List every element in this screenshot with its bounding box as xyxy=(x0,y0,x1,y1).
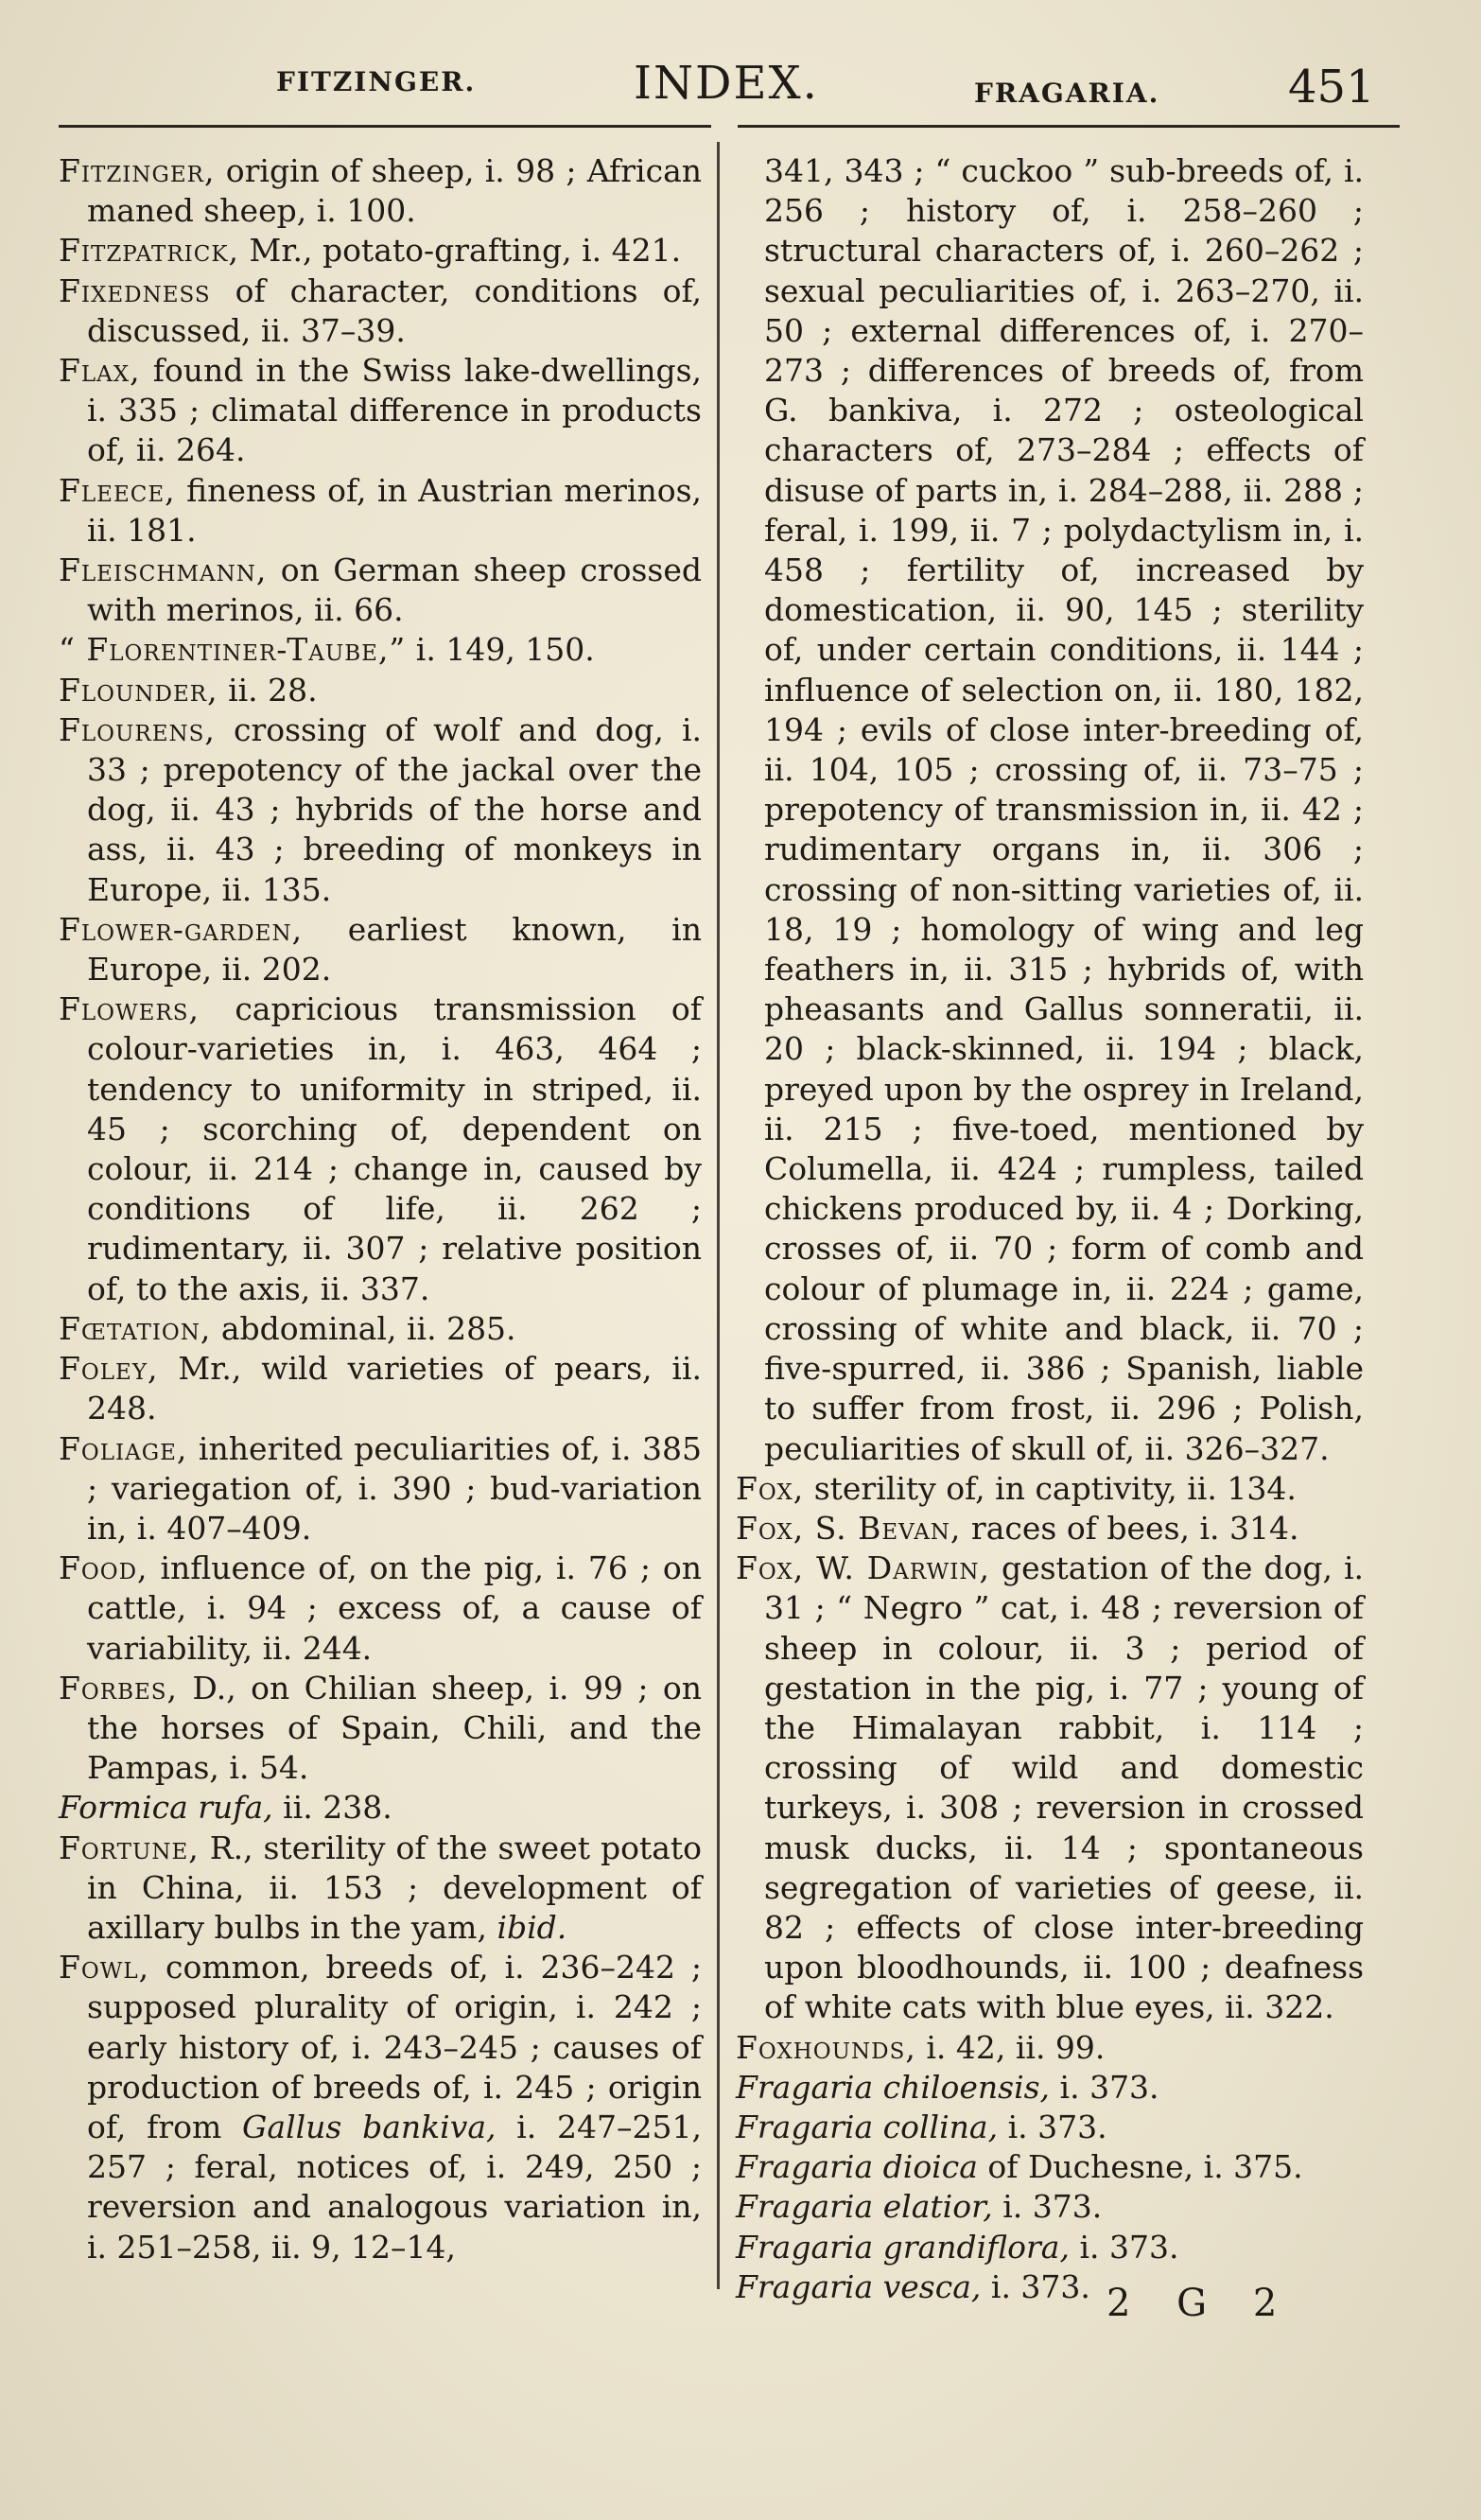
entry-heading: Fitzpatrick, xyxy=(59,232,240,270)
entry-italic-text: ibid. xyxy=(497,1908,567,1946)
entry-italic-text: Gallus bankiva, xyxy=(242,2108,497,2145)
header-left-word: FITZINGER. xyxy=(276,66,477,97)
entry-text: capricious transmission of colour-varieties in, i. 463, 464 ; tendency to uniformity in striped, ii. 45 ; scorching of, dependent on colour, ii. 214 ; change in, caused by conditions of life, ii. 262 ; rudimentary, ii. 307 ; relative position of, to the axis, ii. 337. xyxy=(87,990,702,1307)
index-entry xyxy=(59,351,702,471)
entry-heading: Fragaria vesca, xyxy=(736,2267,982,2305)
index-entry xyxy=(59,630,702,670)
index-entry xyxy=(59,231,702,271)
entry-heading: Fragaria collina, xyxy=(736,2108,999,2145)
entry-heading: “ Florentiner-Taube,” xyxy=(59,631,407,669)
entry-text: i. 149, 150. xyxy=(406,631,595,669)
entry-heading: Fowl, xyxy=(59,1949,150,1986)
continued-entry: 341, 343 ; “ cuckoo ” sub-breeds of, i. 256 ; history of, i. 258–260 ; structural characters of, i. 260–262 ; sexual peculiarities of, i. 263–270, ii. 50 ; external differences of, i. 270–273 ; differences of breeds of, from G. bankiva, i. 272 ; osteological characters of, 273–284 ; effects of disuse of parts in, i. 284–288, ii. 288 ; feral, i. 199, ii. 7 ; polydactylism in, i. 458 ; fertility of, increased by domestication, ii. 90, 145 ; sterility of, under certain conditions, ii. 144 ; influence of selection on, ii. 180, 182, 194 ; evils of close inter-breeding of, ii. 104, 105 ; crossing of, ii. 73–75 ; prepotency of transmission in, ii. 42 ; rudimentary organs in, ii. 306 ; crossing of non-sitting varieties of, ii. 18, 19 ; homology of wing and leg feathers in, ii. 315 ; hybrids of, with pheasants and Gallus sonneratii, ii. 20 ; black-skinned, ii. 194 ; black, preyed upon by the osprey in Ireland, ii. 215 ; five-toed, mentioned by Columella, ii. 424 ; rumpless, tailed chickens produced by, ii. 4 ; Dorking, crosses of, ii. 70 ; form of comb and colour of plumage in, ii. 224 ; game, crossing of white and black, ii. 70 ; five-spurred, ii. 386 ; Spanish, liable to suffer from frost, ii. 296 ; Polish, peculiarities of skull of, ii. 326–327. xyxy=(764,152,1364,1467)
entry-text: ii. 28. xyxy=(218,671,318,709)
index-entry xyxy=(59,671,702,710)
entry-heading: Foley, xyxy=(59,1350,159,1388)
entry-heading: Flowers, xyxy=(59,990,200,1028)
index-entry xyxy=(736,2228,1364,2267)
index-entry xyxy=(59,1948,702,2267)
entry-text: abdominal, ii. 285. xyxy=(211,1309,516,1347)
entry-heading: Fleischmann, xyxy=(59,551,268,589)
entry-text: i. 42, ii. 99. xyxy=(915,2028,1106,2066)
entry-text: sterility of, in captivity, ii. 134. xyxy=(804,1469,1297,1507)
entry-text: origin of sheep, i. 98 ; African maned sheep, i. 100. xyxy=(87,152,702,230)
left-column xyxy=(59,151,702,2267)
index-entry xyxy=(59,1309,702,1349)
entry-heading: Formica rufa, xyxy=(59,1789,273,1827)
index-entry xyxy=(59,989,702,1309)
index-entry xyxy=(59,271,702,351)
index-entry xyxy=(736,1549,1364,2027)
index-entry xyxy=(736,2068,1364,2108)
index-entry xyxy=(59,1429,702,1549)
entry-heading: Fixedness xyxy=(59,271,211,309)
index-entry xyxy=(736,2028,1364,2068)
index-entry xyxy=(59,1349,702,1428)
index-entry xyxy=(736,1469,1364,1509)
entry-text: ii. 238. xyxy=(272,1789,392,1827)
entry-heading: Fortune, xyxy=(59,1829,200,1866)
entry-heading: Food, xyxy=(59,1549,148,1587)
entry-heading: Fox, S. Bevan, xyxy=(736,1509,962,1547)
index-entry xyxy=(59,471,702,551)
right-column xyxy=(736,151,1364,2307)
page-number: 451 xyxy=(1288,61,1375,114)
signature-mark: 2 G 2 xyxy=(1106,2282,1295,2325)
header-rule-left xyxy=(59,125,711,128)
running-header xyxy=(0,57,1481,132)
entry-heading: Fox, W. Darwin, xyxy=(736,1549,990,1587)
entry-text: common, breeds of, i. 236–242 ; supposed plurality of origin, i. 242 ; early history of, i. 243–245 ; causes of production of breeds of, i. 245 ; origin of, from xyxy=(87,1949,702,2145)
entry-text: R., sterility of the sweet potato in China, ii. 153 ; development of axillary bulbs in the yam, xyxy=(87,1829,702,1946)
entry-text: inherited peculiarities of, i. 385 ; variegation of, i. 390 ; bud-variation in, i. 407–409. xyxy=(87,1429,702,1547)
entry-heading: Foliage, xyxy=(59,1429,188,1467)
entry-heading: Fragaria grandiflora, xyxy=(736,2228,1070,2266)
page-title: INDEX. xyxy=(634,57,819,110)
entry-text: of Duchesne, i. 375. xyxy=(977,2148,1303,2186)
entry-heading: Foxhounds, xyxy=(736,2028,916,2066)
entry-text: i. 373. xyxy=(1050,2068,1159,2106)
index-entry xyxy=(736,2147,1364,2187)
entry-heading: Fœtation, xyxy=(59,1309,212,1347)
index-entry xyxy=(59,1788,702,1828)
index-entry xyxy=(736,1509,1364,1549)
entry-text: Mr., potato-grafting, i. 421. xyxy=(239,232,682,270)
entry-text: i. 373. xyxy=(992,2188,1103,2226)
entry-heading: Flourens, xyxy=(59,710,216,748)
entry-heading: Fragaria chiloensis, xyxy=(736,2068,1051,2106)
entry-text: Mr., wild varieties of pears, ii. 248. xyxy=(87,1350,702,1427)
header-rule-right xyxy=(738,125,1400,128)
entry-text: D., on Chilian sheep, i. 99 ; on the horses of Spain, Chili, and the Pampas, i. 54. xyxy=(87,1669,702,1787)
column-divider xyxy=(717,142,720,2289)
entry-heading: Fox, xyxy=(736,1469,805,1507)
entry-heading: Fleece, xyxy=(59,471,176,509)
entry-heading: Fragaria dioica xyxy=(736,2148,978,2186)
entry-text: i. 247–251, 257 ; feral, notices of, i. 249, 250 ; reversion and analogous variation in, i. 251–258, ii. 9, 12–14, xyxy=(87,2108,702,2266)
entry-text: on German sheep crossed with merinos, ii. 66. xyxy=(87,551,702,629)
index-entry xyxy=(736,2108,1364,2147)
index-entry xyxy=(59,1829,702,1949)
entry-text: of character, conditions of, discussed, ii. 37–39. xyxy=(87,271,702,349)
entry-text: fineness of, in Austrian merinos, ii. 181. xyxy=(87,471,702,549)
entry-heading: Forbes, xyxy=(59,1669,179,1706)
index-entry xyxy=(59,910,702,989)
header-right-word: FRAGARIA. xyxy=(974,78,1160,109)
index-entry xyxy=(59,1549,702,1669)
entry-heading: Flounder, xyxy=(59,671,218,709)
entry-heading: Flower-garden, xyxy=(59,910,304,948)
entry-text: i. 373. xyxy=(998,2108,1107,2145)
index-entry xyxy=(59,710,702,910)
entry-heading: Fragaria elatior, xyxy=(736,2188,993,2226)
entry-text: i. 373. xyxy=(1069,2228,1179,2266)
entry-heading: Fitzinger, xyxy=(59,152,216,189)
index-entry xyxy=(59,551,702,630)
index-entry xyxy=(736,2187,1364,2227)
right-column-entries xyxy=(736,1469,1364,2307)
entry-text: influence of, on the pig, i. 76 ; on cattle, i. 94 ; excess of, a cause of variability, ii. 244. xyxy=(87,1549,702,1667)
entry-text: earliest known, in Europe, ii. 202. xyxy=(87,910,702,989)
entry-text: i. 373. xyxy=(981,2267,1090,2305)
entry-text: gestation of the dog, i. 31 ; “ Negro ” cat, i. 48 ; reversion of sheep in colour, ii. 3 ; period of gestation in the pig, i. 77 ; young of the Himalayan rabbit, i. 114 ; crossing of wild and domestic turkeys, i. 308 ; reversion in crossed musk ducks, ii. 14 ; spontaneous segregation of varieties of geese, ii. 82 ; effects of close inter-breeding upon bloodhounds, ii. 100 ; deafness of white cats with blue eyes, ii. 322. xyxy=(764,1549,1364,2026)
entry-heading: Flax, xyxy=(59,352,141,390)
index-entry xyxy=(59,151,702,231)
entry-text: found in the Swiss lake-dwellings, i. 335 ; climatal difference in products of, ii. 264. xyxy=(87,352,702,469)
entry-text: crossing of wolf and dog, i. 33 ; prepotency of the jackal over the dog, ii. 43 ; hybrids of the horse and ass, ii. 43 ; breeding of monkeys in Europe, ii. 135. xyxy=(87,710,702,908)
index-entry xyxy=(59,1669,702,1789)
entry-text: races of bees, i. 314. xyxy=(961,1509,1299,1547)
